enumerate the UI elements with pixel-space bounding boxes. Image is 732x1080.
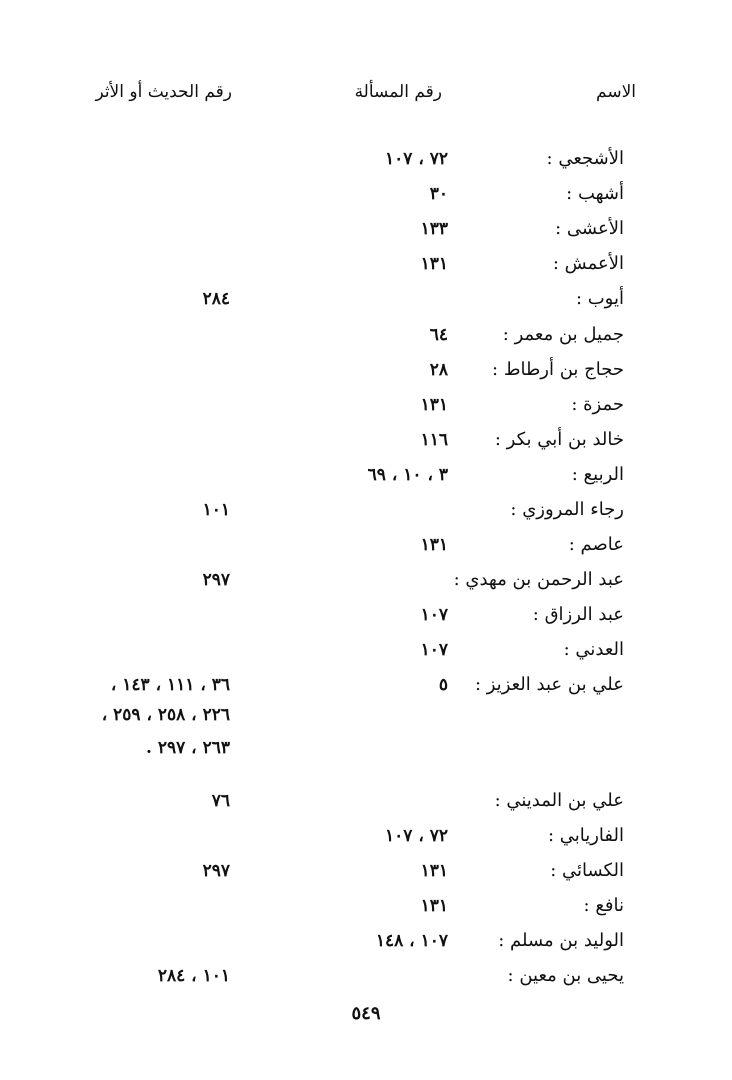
entry-name: الربيع : <box>571 464 624 485</box>
entry-issue-numbers: ١٠٧ <box>420 605 448 625</box>
index-row <box>0 731 732 765</box>
entry-issue-numbers: ١١٦ <box>420 430 448 450</box>
index-row <box>0 528 732 562</box>
index-row <box>0 458 732 492</box>
entry-hadith-numbers: ٢٢٦ ، ٢٥٨ ، ٢٥٩ ، <box>101 705 230 725</box>
entry-name: الأعشى : <box>555 218 624 239</box>
index-row <box>0 142 732 176</box>
entry-hadith-numbers: ١٠١ ، ٢٨٤ <box>157 966 230 986</box>
entry-name: أشهب : <box>566 183 624 204</box>
entry-name: عبد الرزاق : <box>532 604 624 625</box>
entry-hadith-numbers: ٢٩٧ <box>202 570 230 590</box>
entry-hadith-numbers: ٢٩٧ <box>202 861 230 881</box>
index-row <box>0 353 732 387</box>
entry-name: جميل بن معمر : <box>502 324 624 345</box>
entry-name: نافع : <box>583 895 624 916</box>
index-row <box>0 318 732 352</box>
entry-name: علي بن المديني : <box>494 790 624 811</box>
index-row <box>0 212 732 246</box>
entry-name: عبد الرحمن بن مهدي : <box>453 569 624 590</box>
index-row <box>0 282 732 316</box>
index-row <box>0 177 732 211</box>
entry-name: الوليد بن مسلم : <box>498 930 624 951</box>
entry-issue-numbers: ١٣١ <box>420 861 448 881</box>
index-row <box>0 698 732 732</box>
index-row <box>0 493 732 527</box>
index-row <box>0 889 732 923</box>
page-number: ٥٤٩ <box>351 1003 381 1024</box>
index-row <box>0 423 732 457</box>
entry-name: الأشجعي : <box>546 148 624 169</box>
entry-hadith-numbers: ٢٨٤ <box>202 289 230 309</box>
entry-issue-numbers: ٢٨ <box>429 360 448 380</box>
entry-issue-numbers: ١٠٧ ، ١٤٨ <box>375 931 448 951</box>
index-row <box>0 633 732 667</box>
entry-issue-numbers: ٧٢ ، ١٠٧ <box>385 826 448 846</box>
entry-name: علي بن عبد العزيز : <box>474 674 624 695</box>
entry-name: الفاريابي : <box>547 825 624 846</box>
entry-issue-numbers: ١٣١ <box>420 896 448 916</box>
entry-name: حجاج بن أرطاط : <box>492 359 624 380</box>
entry-name: رجاء المروزي : <box>510 499 624 520</box>
index-row <box>0 959 732 993</box>
entry-name: الكسائي : <box>550 860 624 881</box>
entry-issue-numbers: ٣ ، ١٠ ، ٦٩ <box>367 465 448 485</box>
entry-issue-numbers: ٣٠ <box>429 184 448 204</box>
index-row <box>0 247 732 281</box>
entry-hadith-numbers: ٢٦٣ ، ٢٩٧ . <box>146 738 230 758</box>
entry-name: أيوب : <box>575 288 624 309</box>
index-row <box>0 784 732 818</box>
index-row <box>0 563 732 597</box>
index-row <box>0 854 732 888</box>
index-row <box>0 924 732 958</box>
index-row <box>0 819 732 853</box>
entry-name: الأعمش : <box>552 253 624 274</box>
entry-issue-numbers: ٦٤ <box>429 325 448 345</box>
header-hadith-number: رقم الحديث أو الأثر <box>95 82 232 102</box>
entry-name: عاصم : <box>568 534 624 555</box>
entry-name: العدني : <box>563 639 624 660</box>
index-row <box>0 598 732 632</box>
entry-issue-numbers: ١٣٣ <box>420 219 448 239</box>
entry-issue-numbers: ٥ <box>438 675 448 695</box>
entry-name: يحيى بن معين : <box>507 965 624 986</box>
index-row <box>0 668 732 702</box>
entry-issue-numbers: ١٣١ <box>420 395 448 415</box>
entry-name: حمزة : <box>571 394 624 415</box>
index-row <box>0 388 732 422</box>
header-issue-number: رقم المسألة <box>354 82 442 102</box>
entry-hadith-numbers: ٧٦ <box>211 791 230 811</box>
entry-issue-numbers: ١٣١ <box>420 254 448 274</box>
entry-issue-numbers: ١٠٧ <box>420 640 448 660</box>
header-name: الاسم <box>596 82 636 102</box>
entry-issue-numbers: ٧٢ ، ١٠٧ <box>385 149 448 169</box>
entry-name: خالد بن أبي بكر : <box>494 429 624 450</box>
entry-hadith-numbers: ٣٦ ، ١١١ ، ١٤٣ ، <box>110 675 230 695</box>
entry-hadith-numbers: ١٠١ <box>202 500 230 520</box>
entry-issue-numbers: ١٣١ <box>420 535 448 555</box>
